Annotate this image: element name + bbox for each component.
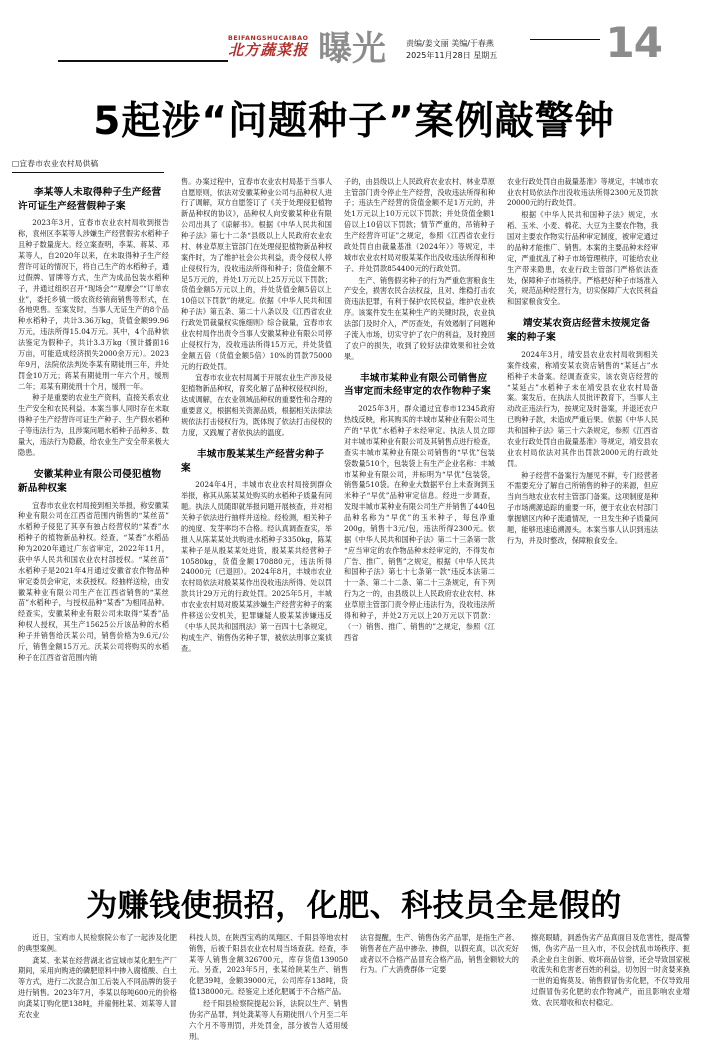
article-title-1: 李某等人未取得种子生产经营许可证生产经营假种子案: [18, 186, 162, 212]
paragraph: 法官提醒，生产、销售伪劣产品罪，是指生产者、销售者在产品中掺杂、掺假，以假充真，以次充好或者以不合格产品冒充合格产品，销售金额较大的行为。广大消费群体一定要: [360, 932, 519, 975]
article-title-5: 靖安某农资店经营未按规定备案的种子案: [507, 318, 651, 344]
section-title: 曝光: [318, 29, 386, 69]
paragraph: 2024年4月，丰城市农业农村局接到群众举报，称其从陈某某处购买的水稻种子质量有问题。执法人员随即就举报问题开展核查，并对相关种子依法进行抽样并送检。经检测，相关种子的纯度、发芽率均不合格。经认真调查查实，举报人从陈某某处共购进水稻种子3350kg，陈某某种子是从殷某某处进货，殷某某共经营种子10580kg，货值金额170880元，违法所得24000元（已退回）。2024年8月，丰城市农业农村局依法对殷某某作出没收违法所得、处以罚款共计29万元的行政处罚。2025年5月，丰城市农业农村局对殷某某涉嫌生产经营劣种子的案件移送公安机关，犯罪嫌疑人殷某某涉嫌违反《中华人民共和国刑法》第一百四十七条规定，构成生产、销售伪劣种子罪，被依法刑事立案侦查。: [181, 480, 333, 653]
editor-line: 责编/姜文丽 美编/于春燕: [406, 39, 494, 48]
logo-chinese-text: 北方蔬菜报: [228, 41, 309, 59]
column-3: [338, 177, 501, 645]
paragraph: 宜春市农业农村局属于开展农业生产涉及侵犯植物新品种权，育奖化解了品种权侵权纠纷，达成调解，在农业领域品种权的重要性和合理的重要意义，根据相关资源品质，根据相关法律法规依法打击侵权行为，既体现了依法打击侵权的力度，又践履了者依执法的温度。: [181, 373, 333, 437]
masthead-meta: [406, 38, 497, 62]
article-title-3: 丰城市殷某某生产经营劣种子案: [181, 448, 325, 474]
paragraph: 种子经营不备案行为屡见不鲜，专门经营者不需要充分了解自己所销售的种子的来源，但应当向当地农业农村主管部门备案。这项制度是种子市场溯源追踪的重要一环，便于农业农村部门掌握辖区内种子流通情况，一旦发生种子质量问题，能够迅速追溯源头。本案当事人认识到违法行为，并及时整改，保障粮食安全。: [507, 470, 659, 545]
paragraph: 龚某、张某在经营湖北省宜城市某化肥生产厂期间，采用向购进的磷肥原料中掺入腐植酸、白土等方式，进行二次混合加工后装入不同品牌的袋子进行销售。2023年7月，李某以每吨600元的价格向龚某订购化肥138吨，并雇佣杜某、刘某等人冒充农业: [18, 955, 177, 1019]
bottom-column-4: [525, 933, 696, 1051]
paragraph: 科技人员，在陕西宝鸡的凤翔区、千阳县等地农村销售，后被千阳县农业农村局当场查获。经查，李某等人销售金额326700元，库存货值139050元。另查，2023年5月，张某给陕某生产、销售化肥39吨，金额39000元，公司库存138吨，货值138000元。经鉴定上述化肥属于不合格产品。: [189, 932, 348, 997]
page-number: 14: [605, 18, 662, 67]
credit-divider: [12, 172, 164, 173]
column-2: [175, 177, 338, 656]
logo-latin-text: BEIFANGSHUCAIBAO: [228, 34, 309, 42]
paragraph: 2024年3月，靖安县农业农村局收到相关案件线索，称靖安某农资店销售的“某延占”水稻种子未备案。经调查查实，该农资店经营的“某延占”水稻种子未在靖安县农业农村局备案。案发后，在执法人员批评教育下，当事人主动改正违法行为，按规定及时备案，并退还农户已购种子款，未造成严重后果。依据《中华人民共和国种子法》第三十六条规定，参照《江西省农业行政处罚自由裁量基准》等规定，靖安县农业农村局依法对其作出罚款2000元的行政处罚。: [507, 349, 659, 468]
credit-block: [0, 158, 708, 173]
masthead: [0, 0, 708, 84]
column-4: [501, 177, 664, 548]
main-headline: 5起涉“问题种子”案例敲警钟: [93, 99, 615, 144]
paragraph: 宜春市农业农村局接到相关举报，称安徽某种业有限公司在江西省范围内销售的“某丝苗”水稻种子侵犯了其享有独占经营权的“某香”水稻种子的植物新品种权。经查，“某香”水稻品种为2020年通过广东省审定，2022年11月，获中华人民共和国农业农村部授权。“某丝苗”水稻种子是2021年4月通过安徽省农作物品种审定委员会审定，未获授权。经抽样送检，由安徽某种业有限公司生产在江西省销售的“某丝苗”水稻种子，与授权品种“某香”为相同品种。经查实，安徽某种业有限公司未取得“某香”品种权人授权，其生产15625公斤该品种的水稻种子并销售给沃某公司，销售价格为9.6元/公斤，销售金额15万元。沃某公司将购买的水稻种子在江西省省范围内销: [18, 500, 170, 662]
paragraph: 根据《中华人民共和国种子法》规定，水稻、玉米、小麦、棉花、大豆为主要农作物，我国对主要农作物实行品种审定制度，被审定通过的品种才能推广、销售。本案的主要品种未经审定，严重扰乱了种子市场管理秩序，可能给农业生产带来隐患，农业行政主管部门严格依法查处，保障种子市场秩序。严格把好种子市场准入关，规范品种经营行为，切实保障广大农民利益和国家粮食安全。: [507, 210, 659, 307]
paragraph: 经千阳县检察院提起公诉，法院以生产、销售伪劣产品罪，判处龚某等人有期徒刑八个月至二年六个月不等刑罚，并处罚金，部分被告人适用缓刑。: [189, 999, 348, 1041]
paragraph: 生产、销售假劣种子的行为严重危害粮食生产安全，损害农民合法权益，且对、维稳打击农资违法犯罪，有利于保护农民权益，维护农业秩序。该案件发生在某种生产的关键时段，农业执法部门及时介入，严厉查处，有效遏制了问题种子流入市场，切实守护了农户的利益，及时挽回了农户的损失，收到了较好法律效果和社会效果。: [344, 275, 496, 361]
article-title-4: 丰城市某种业有限公司销售应当审定而未经审定的农作物种子案: [344, 372, 491, 398]
column-1: [12, 177, 175, 665]
bottom-column-2: [183, 933, 354, 1051]
masthead-rule-left: [58, 60, 228, 62]
paragraph: 2023年3月，宜春市农业农村局收到报告称，袁州区李某等人涉嫌生产经营假劣水稻种子且种子数量庞大。经立案查明，李某、蒋某、邓某等人，自2020年以来，在未取得种子生产经营许可证的情况下，将自己生产的水稻种子，通过假牌、冒牌等方式，生产为成品包装水稻种子，并通过组织召开“现场会”“观摩会”“订单农业”，委托乡镇一级农资经销商销售等形式，在各地兜售。至案发时，当事人无证生产的8个品种水稻种子，共计3.36万kg，货值金额99.96万元，违法所得15.04万元。其中，4个品种依法鉴定为假种子，共计3.3万kg（预计播面16万亩，可能造成经济损失2000余万元）。2023年9月，法院依法判处李某有期徒刑三年，并处罚金10万元；蒋某有期徒刑一年六个月，缓刑二年；邓某有期徒刑十个月，缓刑一年。: [18, 218, 170, 391]
paragraph: 子的，由县级以上人民政府农业农村、林业草原主管部门责令停止生产经营，没收违法所得和种子；违法生产经营的货值金额不足1万元的，并处1万元以上10万元以下罚款；并处货值金额1倍以上10倍以下罚款；情节严重的，吊销种子生产经营许可证”之规定，参照《江西省农业行政处罚自由裁量基准（2024年）》等规定，丰城市农业农村局对殷某某作出没收违法所得和种子、并处罚款854400元的行政处罚。: [344, 176, 496, 273]
article-title-2: 安徽某种业有限公司侵犯植物新品种权案: [18, 468, 162, 494]
bottom-column-1: [12, 933, 183, 1051]
masthead-rule-right: [530, 39, 600, 41]
paragraph: 种子是重要的农业生产资料，直接关系农业生产安全和农民利益。本案当事人同时存在未取得种子生产经营许可证生产种子、生产假水稻种子等违法行为，且涉案问题水稻种子品种多、数量大，违法行为隐蔽，给农业生产安全带来极大隐患。: [18, 393, 170, 457]
date-line: 2025年11月28日 星期五: [406, 51, 498, 60]
paragraph: 2025年3月，群众通过宜春市12345政府热线反映，称其购买的丰城市某种业有限公司生产的“早优”水稻种子未经审定。执法人员立即对丰城市某种业有限公司及其销售点进行检查，查实丰城市某种业有限公司销售的“早优”包装袋数量510个，包装袋上有生产企业名称：丰城市某种业有限公司，并标明为“早优”包装袋，销售量510袋。在种业大数据平台上未查询到玉米种子“早优”品种审定信息。经进一步调查，发现丰城市某种业有限公司生产并销售了440包品种名称为“早优”的玉米种子，每包净重200g，销售十3元/包，违法所得2300元。依据《中华人民共和国种子法》第二十三条第一款“应当审定的农作物品种未经审定的，不得发布广告、推广、销售”之规定，根据《中华人民共和国种子法》第七十七条第一款“违反本法第二十一条、第二十二条、第二十三条规定，有下列行为之一的，由县级以上人民政府农业农村、林业草原主管部门责令停止违法行为，没收违法所得和种子，并处2万元以上20万元以下罚款：（一）销售、推广、销售的”之规定，参照《江西省: [344, 404, 496, 642]
paragraph: 农业行政处罚自由裁量基准》等规定，丰城市农业农村局依法作出没收违法所得2300元及罚款20000元的行政处罚。: [507, 176, 659, 208]
paragraph: 近日，宝鸡市人民检察院公布了一起涉及化肥的典型案例。: [18, 932, 177, 953]
article-columns: [0, 177, 708, 877]
newspaper-logo: [228, 36, 308, 58]
bottom-column-3: [354, 933, 525, 1051]
bottom-article-columns: [0, 933, 708, 1051]
paragraph: 售。办案过程中，宜春市农业农村局基于当事人自愿原则，依法对安徽某种业公司与品种权人进行了调解，双方自愿签订了《关于处理侵犯植物新品种权的协议》，品种权人向安徽某种业有限公司出具了《谅解书》。根据《中华人民共和国种子法》第七十二条“县级以上人民政府农业农村、林业草原主管部门在处理侵犯植物新品种权案件时，为了维护社会公共利益，责令侵权人停止侵权行为，没收违法所得和种子；货值金额不足5万元的，并处1万元以上25万元以下罚款；货值金额5万元以上的，并处货值金额5倍以上10倍以下罚款”的规定。依据《中华人民共和国种子法》第五条、第二十八条以及《江西省农业行政处罚裁量权实施细则》综合裁量，宜春市农业农村局作出责令当事人安徽某种业有限公司停止侵权行为，没收违法所得15万元，并处货值金额五倍（货值金额5倍）10%的罚款75000元的行政处罚。: [181, 176, 333, 371]
source-credit: □宜春市农业农村局供稿: [12, 158, 99, 168]
bottom-headline: 为赚钱使损招，化肥、科技员全是假的: [86, 887, 622, 924]
paragraph: 擦亮眼睛，洞悉伪劣产品真面目及危害性，提高警惕，伪劣产品一旦入市，不仅会扰乱市场秩序、扼杀企业自主创新、败坏商品信誉，还会导致国家税收流失和危害老百姓的利益，切勿因一时贪婪来换一世的追悔莫及。销售假冒伪劣化肥，不仅导致用过假冒伪劣化肥的农作物减产，而且影响农业增效、农民增收和农村稳定。: [531, 932, 690, 1008]
